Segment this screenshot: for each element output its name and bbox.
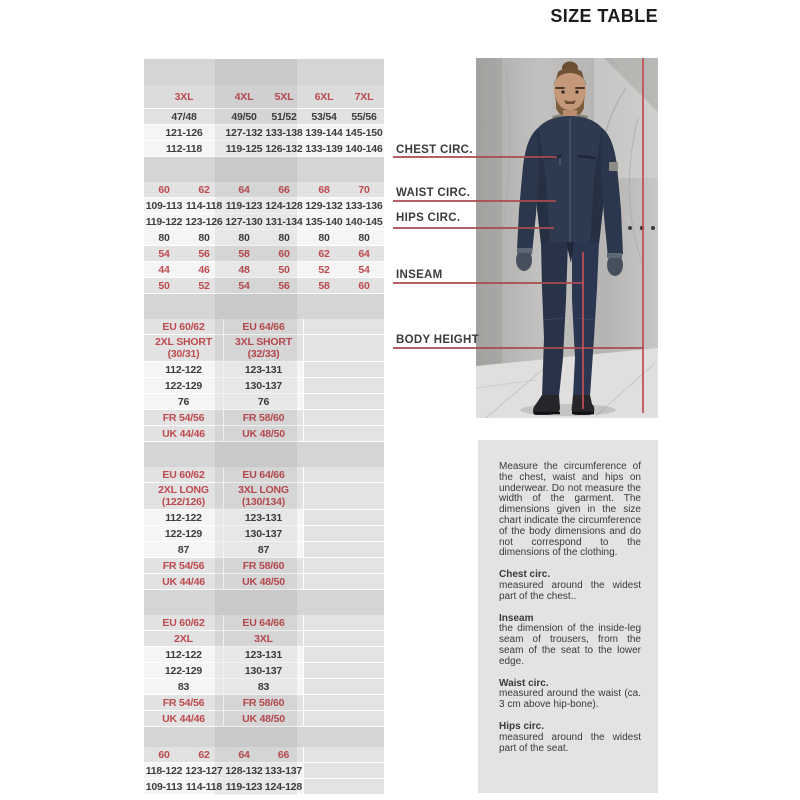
size-cell: 56 bbox=[198, 247, 210, 260]
empty-cell bbox=[304, 558, 384, 573]
size-cell: 50 bbox=[158, 279, 170, 292]
empty-cell bbox=[304, 542, 384, 557]
size-cell: 54 bbox=[158, 247, 170, 260]
inseam-vertical-line bbox=[582, 252, 584, 409]
info-heading: Hips circ. bbox=[499, 720, 545, 732]
size-cell: 64 bbox=[238, 183, 250, 196]
size-cell: 51/52 bbox=[271, 110, 297, 123]
size-cell: 80 bbox=[278, 231, 290, 244]
size-table-row bbox=[144, 278, 384, 294]
size-cell: 62 bbox=[318, 247, 330, 260]
size-cell: 80 bbox=[158, 231, 170, 244]
size-cell: 62 bbox=[198, 748, 210, 761]
size-cell: EU 60/62 bbox=[144, 319, 224, 334]
info-intro: Measure the circumference of the chest, waist and hips on underwear. Do not measure the width of the garment. The dimensions given in the size chart indicate the circumference of the body dimensions and do not correspond to the dimensions of the clothing. bbox=[499, 461, 641, 559]
size-cell: 112-122 bbox=[144, 647, 224, 662]
empty-cell bbox=[304, 711, 384, 726]
empty-cell bbox=[304, 426, 384, 441]
size-cell: FR 54/56 bbox=[144, 558, 224, 573]
size-cell: 133-139 bbox=[305, 142, 343, 155]
size-cell: 46 bbox=[198, 263, 210, 276]
size-cell: 119-123 bbox=[225, 780, 263, 793]
size-cell: 130-137 bbox=[224, 663, 304, 678]
size-table-row bbox=[144, 319, 384, 335]
size-cell: 58 bbox=[238, 247, 250, 260]
size-cell: 114-118 bbox=[186, 780, 222, 793]
size-cell: EU 64/66 bbox=[224, 615, 304, 630]
waist-circ-label: WAIST CIRC. bbox=[396, 187, 471, 199]
table-separator bbox=[144, 727, 384, 747]
size-cell: 131-134 bbox=[265, 215, 303, 228]
size-cell: 130-137 bbox=[224, 526, 304, 541]
size-cell: 68 bbox=[318, 183, 330, 196]
size-cell: 139-144 bbox=[305, 126, 343, 139]
size-cell: 87 bbox=[224, 542, 304, 557]
empty-cell bbox=[304, 747, 384, 762]
info-section-waist bbox=[499, 679, 641, 711]
size-cell: UK 48/50 bbox=[224, 574, 304, 589]
size-table-row bbox=[144, 711, 384, 727]
size-cell: 123-131 bbox=[224, 510, 304, 525]
size-cell: EU 64/66 bbox=[224, 467, 304, 482]
size-cell: 112-122 bbox=[144, 362, 224, 377]
size-table-row bbox=[144, 558, 384, 574]
wall-bolt bbox=[651, 226, 655, 230]
empty-cell bbox=[304, 526, 384, 541]
size-cell: 4XL bbox=[234, 90, 254, 103]
table-separator bbox=[144, 157, 384, 182]
size-table-row bbox=[144, 394, 384, 410]
info-section-chest bbox=[499, 570, 641, 602]
size-table-row bbox=[144, 647, 384, 663]
info-heading: Waist circ. bbox=[499, 677, 549, 689]
size-table-row bbox=[144, 695, 384, 711]
size-cell: FR 54/56 bbox=[144, 695, 224, 710]
size-table-row bbox=[144, 85, 384, 109]
size-cell: 3XL LONG (130/134) bbox=[224, 483, 304, 509]
wall-bolt bbox=[628, 226, 632, 230]
size-cell: 122-129 bbox=[144, 663, 224, 678]
size-cell: 64 bbox=[358, 247, 370, 260]
body-height-label: BODY HEIGHT bbox=[396, 334, 479, 346]
size-cell: 44 bbox=[158, 263, 170, 276]
size-cell: 53/54 bbox=[311, 110, 337, 123]
empty-cell bbox=[304, 647, 384, 662]
chest-circ-label: CHEST CIRC. bbox=[396, 144, 473, 156]
size-cell: 122-129 bbox=[144, 378, 224, 393]
info-body: measured around the widest part of the chest.. bbox=[499, 579, 641, 602]
size-cell: 62 bbox=[198, 183, 210, 196]
size-cell: 133-138 bbox=[265, 126, 303, 139]
size-cell: 60 bbox=[158, 748, 170, 761]
size-table-row bbox=[144, 198, 384, 214]
size-cell: 119-122 bbox=[145, 215, 183, 228]
empty-cell bbox=[304, 319, 384, 334]
size-cell: 123-126 bbox=[185, 215, 223, 228]
empty-cell bbox=[304, 779, 384, 794]
size-cell: 49/50 bbox=[231, 110, 257, 123]
size-cell: FR 58/60 bbox=[224, 695, 304, 710]
info-body: measured around the widest part of the seat. bbox=[499, 731, 641, 754]
size-table-row bbox=[144, 679, 384, 695]
body-height-vertical-line bbox=[642, 58, 644, 413]
info-body: measured around the waist (ca. 3 cm above hip-bone). bbox=[499, 688, 641, 711]
empty-cell bbox=[304, 631, 384, 646]
worker-model-illustration bbox=[476, 58, 658, 418]
size-table-row bbox=[144, 747, 384, 763]
size-cell: 2XL SHORT (30/31) bbox=[144, 335, 224, 361]
empty-cell bbox=[304, 615, 384, 630]
size-cell: 7XL bbox=[354, 90, 374, 103]
size-cell: 50 bbox=[278, 263, 290, 276]
page-title: SIZE TABLE bbox=[550, 6, 658, 26]
empty-cell bbox=[304, 695, 384, 710]
size-cell: 48 bbox=[238, 263, 250, 276]
waist-measure-line bbox=[393, 200, 556, 202]
size-cell: EU 60/62 bbox=[144, 615, 224, 630]
info-heading: Inseam bbox=[499, 612, 534, 624]
size-cell: 60 bbox=[278, 247, 290, 260]
size-cell: 83 bbox=[224, 679, 304, 694]
info-section-inseam bbox=[499, 614, 641, 668]
size-cell: 121-126 bbox=[165, 126, 203, 139]
inseam-label: INSEAM bbox=[396, 269, 443, 281]
size-cell: 3XL bbox=[174, 90, 194, 103]
size-cell: 70 bbox=[358, 183, 370, 196]
size-cell: UK 44/46 bbox=[144, 711, 224, 726]
empty-cell bbox=[304, 378, 384, 393]
empty-cell bbox=[304, 394, 384, 409]
size-cell: 60 bbox=[358, 279, 370, 292]
size-cell: EU 60/62 bbox=[144, 467, 224, 482]
size-cell: 76 bbox=[224, 394, 304, 409]
empty-cell bbox=[304, 362, 384, 377]
size-table-row bbox=[144, 779, 384, 795]
info-heading: Chest circ. bbox=[499, 569, 551, 581]
size-cell: 119-125 bbox=[225, 142, 263, 155]
size-cell: 126-132 bbox=[265, 142, 303, 155]
size-cell: 127-130 bbox=[225, 215, 263, 228]
size-table-row bbox=[144, 763, 384, 779]
size-cell: 58 bbox=[318, 279, 330, 292]
size-cell: 118-122 bbox=[145, 764, 183, 777]
size-table-row bbox=[144, 362, 384, 378]
size-cell: 123-131 bbox=[224, 647, 304, 662]
size-cell: 55/56 bbox=[351, 110, 377, 123]
size-cell: 109-113 bbox=[145, 780, 183, 793]
size-cell: 52 bbox=[198, 279, 210, 292]
size-cell: 56 bbox=[278, 279, 290, 292]
empty-cell bbox=[304, 510, 384, 525]
table-separator bbox=[144, 294, 384, 319]
size-cell: 124-128 bbox=[265, 199, 303, 212]
empty-cell bbox=[304, 574, 384, 589]
size-table-row bbox=[144, 230, 384, 246]
size-cell: FR 54/56 bbox=[144, 410, 224, 425]
size-table-row bbox=[144, 182, 384, 198]
size-table-row bbox=[144, 214, 384, 230]
size-table-row bbox=[144, 526, 384, 542]
size-table-row bbox=[144, 510, 384, 526]
size-cell: 140-145 bbox=[345, 215, 383, 228]
size-cell: 127-132 bbox=[225, 126, 263, 139]
size-cell: FR 58/60 bbox=[224, 410, 304, 425]
size-cell: 119-123 bbox=[225, 199, 263, 212]
size-cell: 128-132 bbox=[225, 764, 263, 777]
size-cell: 54 bbox=[358, 263, 370, 276]
size-cell: 112-118 bbox=[166, 142, 202, 155]
size-table-row bbox=[144, 410, 384, 426]
size-table-row bbox=[144, 574, 384, 590]
empty-cell bbox=[304, 410, 384, 425]
info-body: the dimension of the inside-leg seam of trousers, from the seam of the seat to the lower edge. bbox=[499, 623, 641, 667]
size-cell: 76 bbox=[144, 394, 224, 409]
empty-cell bbox=[304, 663, 384, 678]
size-cell: 83 bbox=[144, 679, 224, 694]
size-table-row bbox=[144, 426, 384, 442]
sleeve-patch bbox=[609, 162, 618, 171]
size-table-row bbox=[144, 246, 384, 262]
hips-measure-line bbox=[393, 227, 554, 229]
size-cell: 124-128 bbox=[264, 780, 303, 793]
size-cell: 64 bbox=[238, 748, 250, 761]
size-cell: EU 64/66 bbox=[224, 319, 304, 334]
size-table bbox=[144, 59, 384, 795]
size-table-row bbox=[144, 467, 384, 483]
empty-cell bbox=[304, 483, 384, 509]
size-cell: 130-137 bbox=[224, 378, 304, 393]
size-cell: 3XL bbox=[224, 631, 304, 646]
hips-circ-label: HIPS CIRC. bbox=[396, 212, 461, 224]
size-cell: 135-140 bbox=[305, 215, 343, 228]
size-cell: 5XL bbox=[274, 90, 294, 103]
size-cell: 112-122 bbox=[144, 510, 224, 525]
size-cell: 129-132 bbox=[305, 199, 343, 212]
empty-cell bbox=[304, 467, 384, 482]
size-cell: FR 58/60 bbox=[224, 558, 304, 573]
size-table-row bbox=[144, 615, 384, 631]
size-table-row bbox=[144, 262, 384, 278]
size-cell: 66 bbox=[278, 183, 290, 196]
empty-cell bbox=[304, 679, 384, 694]
size-table-row bbox=[144, 542, 384, 558]
size-cell: 145-150 bbox=[345, 126, 383, 139]
inseam-measure-line bbox=[393, 282, 583, 284]
size-cell: UK 44/46 bbox=[144, 574, 224, 589]
size-cell: 133-136 bbox=[345, 199, 383, 212]
model-photo bbox=[476, 58, 658, 418]
size-cell: UK 44/46 bbox=[144, 426, 224, 441]
body-height-measure-line bbox=[393, 347, 644, 349]
size-table-row bbox=[144, 663, 384, 679]
size-table-row bbox=[144, 631, 384, 647]
size-cell: 87 bbox=[144, 542, 224, 557]
size-cell: 66 bbox=[264, 747, 304, 762]
table-separator bbox=[144, 590, 384, 615]
chest-measure-line bbox=[393, 156, 557, 158]
size-cell: 123-131 bbox=[224, 362, 304, 377]
size-cell: 47/48 bbox=[171, 110, 197, 123]
size-cell: 52 bbox=[318, 263, 330, 276]
size-cell: 140-146 bbox=[345, 142, 383, 155]
size-cell: 80 bbox=[198, 231, 210, 244]
size-cell: 6XL bbox=[314, 90, 334, 103]
size-cell: 2XL bbox=[144, 631, 224, 646]
empty-cell bbox=[304, 335, 384, 361]
size-table-row bbox=[144, 125, 384, 141]
size-table-row bbox=[144, 483, 384, 510]
measuring-info-box bbox=[478, 440, 658, 793]
size-cell: 109-113 bbox=[145, 199, 183, 212]
table-separator bbox=[144, 442, 384, 467]
size-cell: 133-137 bbox=[264, 764, 303, 777]
size-cell: 3XL SHORT (32/33) bbox=[224, 335, 304, 361]
size-table-row bbox=[144, 335, 384, 362]
size-table-row bbox=[144, 141, 384, 157]
size-cell: 80 bbox=[238, 231, 250, 244]
size-cell: 2XL LONG (122/126) bbox=[144, 483, 224, 509]
size-cell: 54 bbox=[238, 279, 250, 292]
table-separator bbox=[144, 59, 384, 85]
empty-cell bbox=[304, 763, 384, 778]
size-cell: 80 bbox=[318, 231, 330, 244]
size-cell: 114-118 bbox=[186, 199, 222, 212]
size-cell: 122-129 bbox=[144, 526, 224, 541]
size-cell: 80 bbox=[358, 231, 370, 244]
size-table-row bbox=[144, 109, 384, 125]
size-cell: 123-127 bbox=[185, 764, 223, 777]
size-table-row bbox=[144, 378, 384, 394]
info-section-hips bbox=[499, 722, 641, 754]
size-cell: UK 48/50 bbox=[224, 711, 304, 726]
size-cell: 60 bbox=[158, 183, 170, 196]
size-cell: UK 48/50 bbox=[224, 426, 304, 441]
